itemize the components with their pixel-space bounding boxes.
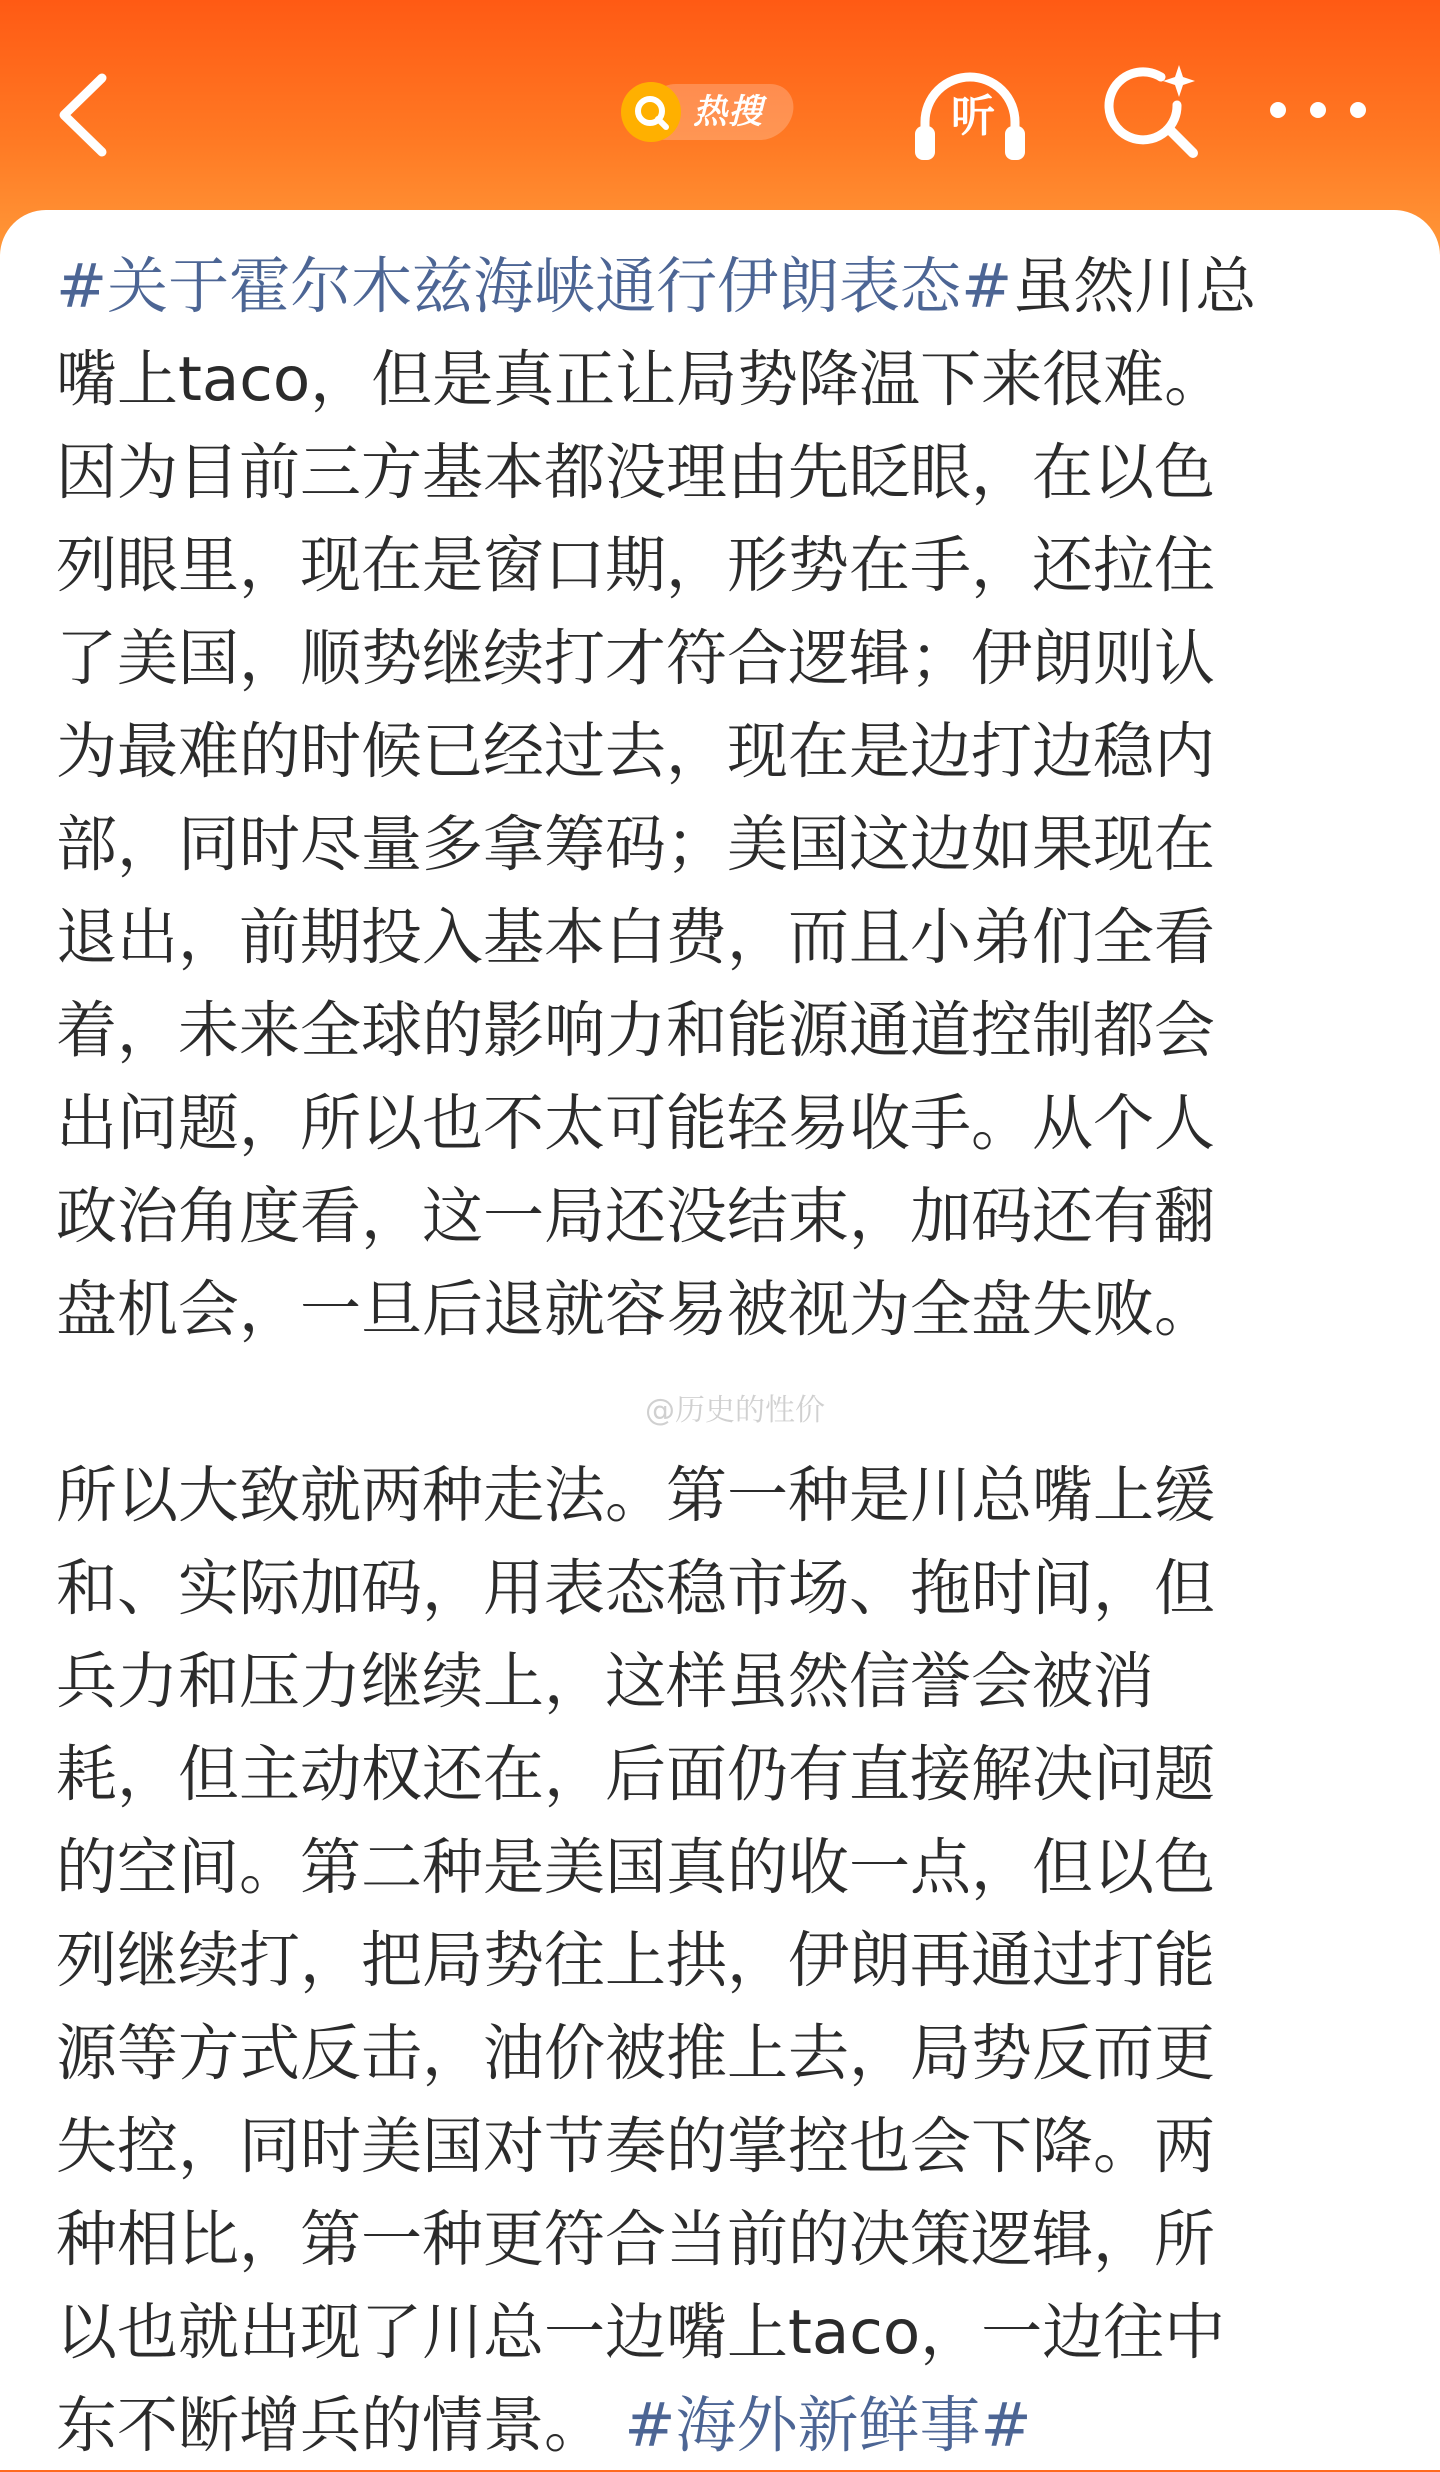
post-paragraph-2: 所以大致就两种走法。第一种是川总嘴上缓 和、实际加码，用表态稳市场、拖时间，但 兵力和压力继续上，这样虽然信誉会被消 耗，但主动权还在，后面仍有直接解决问题 的空间。第二种是美国真的收一点，但以色 列继续打，把局势往上拱，伊朗再通过打能 源等方式反击，油价被推上去，局势反而更 失控，同时美国对节奏的掌控也会下降。两 种相比，第一种更符合当前的决策逻辑，所 以也就出现了川总一边嘴上taco，一边往中 东不断增兵的情景。	[56, 1460, 1226, 2461]
more-dots-icon	[1260, 80, 1380, 140]
listen-button[interactable]	[905, 60, 1035, 170]
search-sparkle-icon	[1095, 55, 1210, 170]
post-text-intro: 虽然川总	[1012, 251, 1257, 322]
post-card	[0, 210, 1440, 2470]
listen-label: 听	[951, 91, 995, 142]
post-body	[56, 240, 1406, 2472]
back-button[interactable]	[40, 60, 140, 170]
hot-search-label: 热搜	[693, 92, 763, 132]
hashtag-link-overseas[interactable]: #海外新鲜事#	[624, 2390, 1032, 2461]
post-paragraph-1: 嘴上taco，但是真正让局势降温下来很难。 因为目前三方基本都没理由先眨眼，在以色 列眼里，现在是窗口期，形势在手，还拉住 了美国，顺势继续打才符合逻辑；伊朗则认 为最难的时候已经过去，现在是边打边稳内 部，同时尽量多拿筹码；美国这边如果现在 退出，前期投入基本白费，而且小弟们全看 着，未来全球的影响力和能源通道控制都会 出问题，所以也不太可能轻易收手。从个人 政治角度看，这一局还没结束，加码还有翻 盘机会，一旦后退就容易被视为全盘失败。	[56, 344, 1226, 1345]
hot-search-icon	[621, 82, 681, 142]
more-button[interactable]	[1260, 80, 1380, 140]
watermark: @历史的性价	[645, 1393, 825, 1428]
post-text-spacer	[605, 2390, 624, 2461]
chevron-left-icon	[40, 60, 140, 170]
hashtag-link[interactable]: #关于霍尔木兹海峡通行伊朗表态#	[56, 251, 1013, 322]
search-button[interactable]	[1095, 55, 1210, 170]
hot-search-button[interactable]	[615, 78, 795, 148]
